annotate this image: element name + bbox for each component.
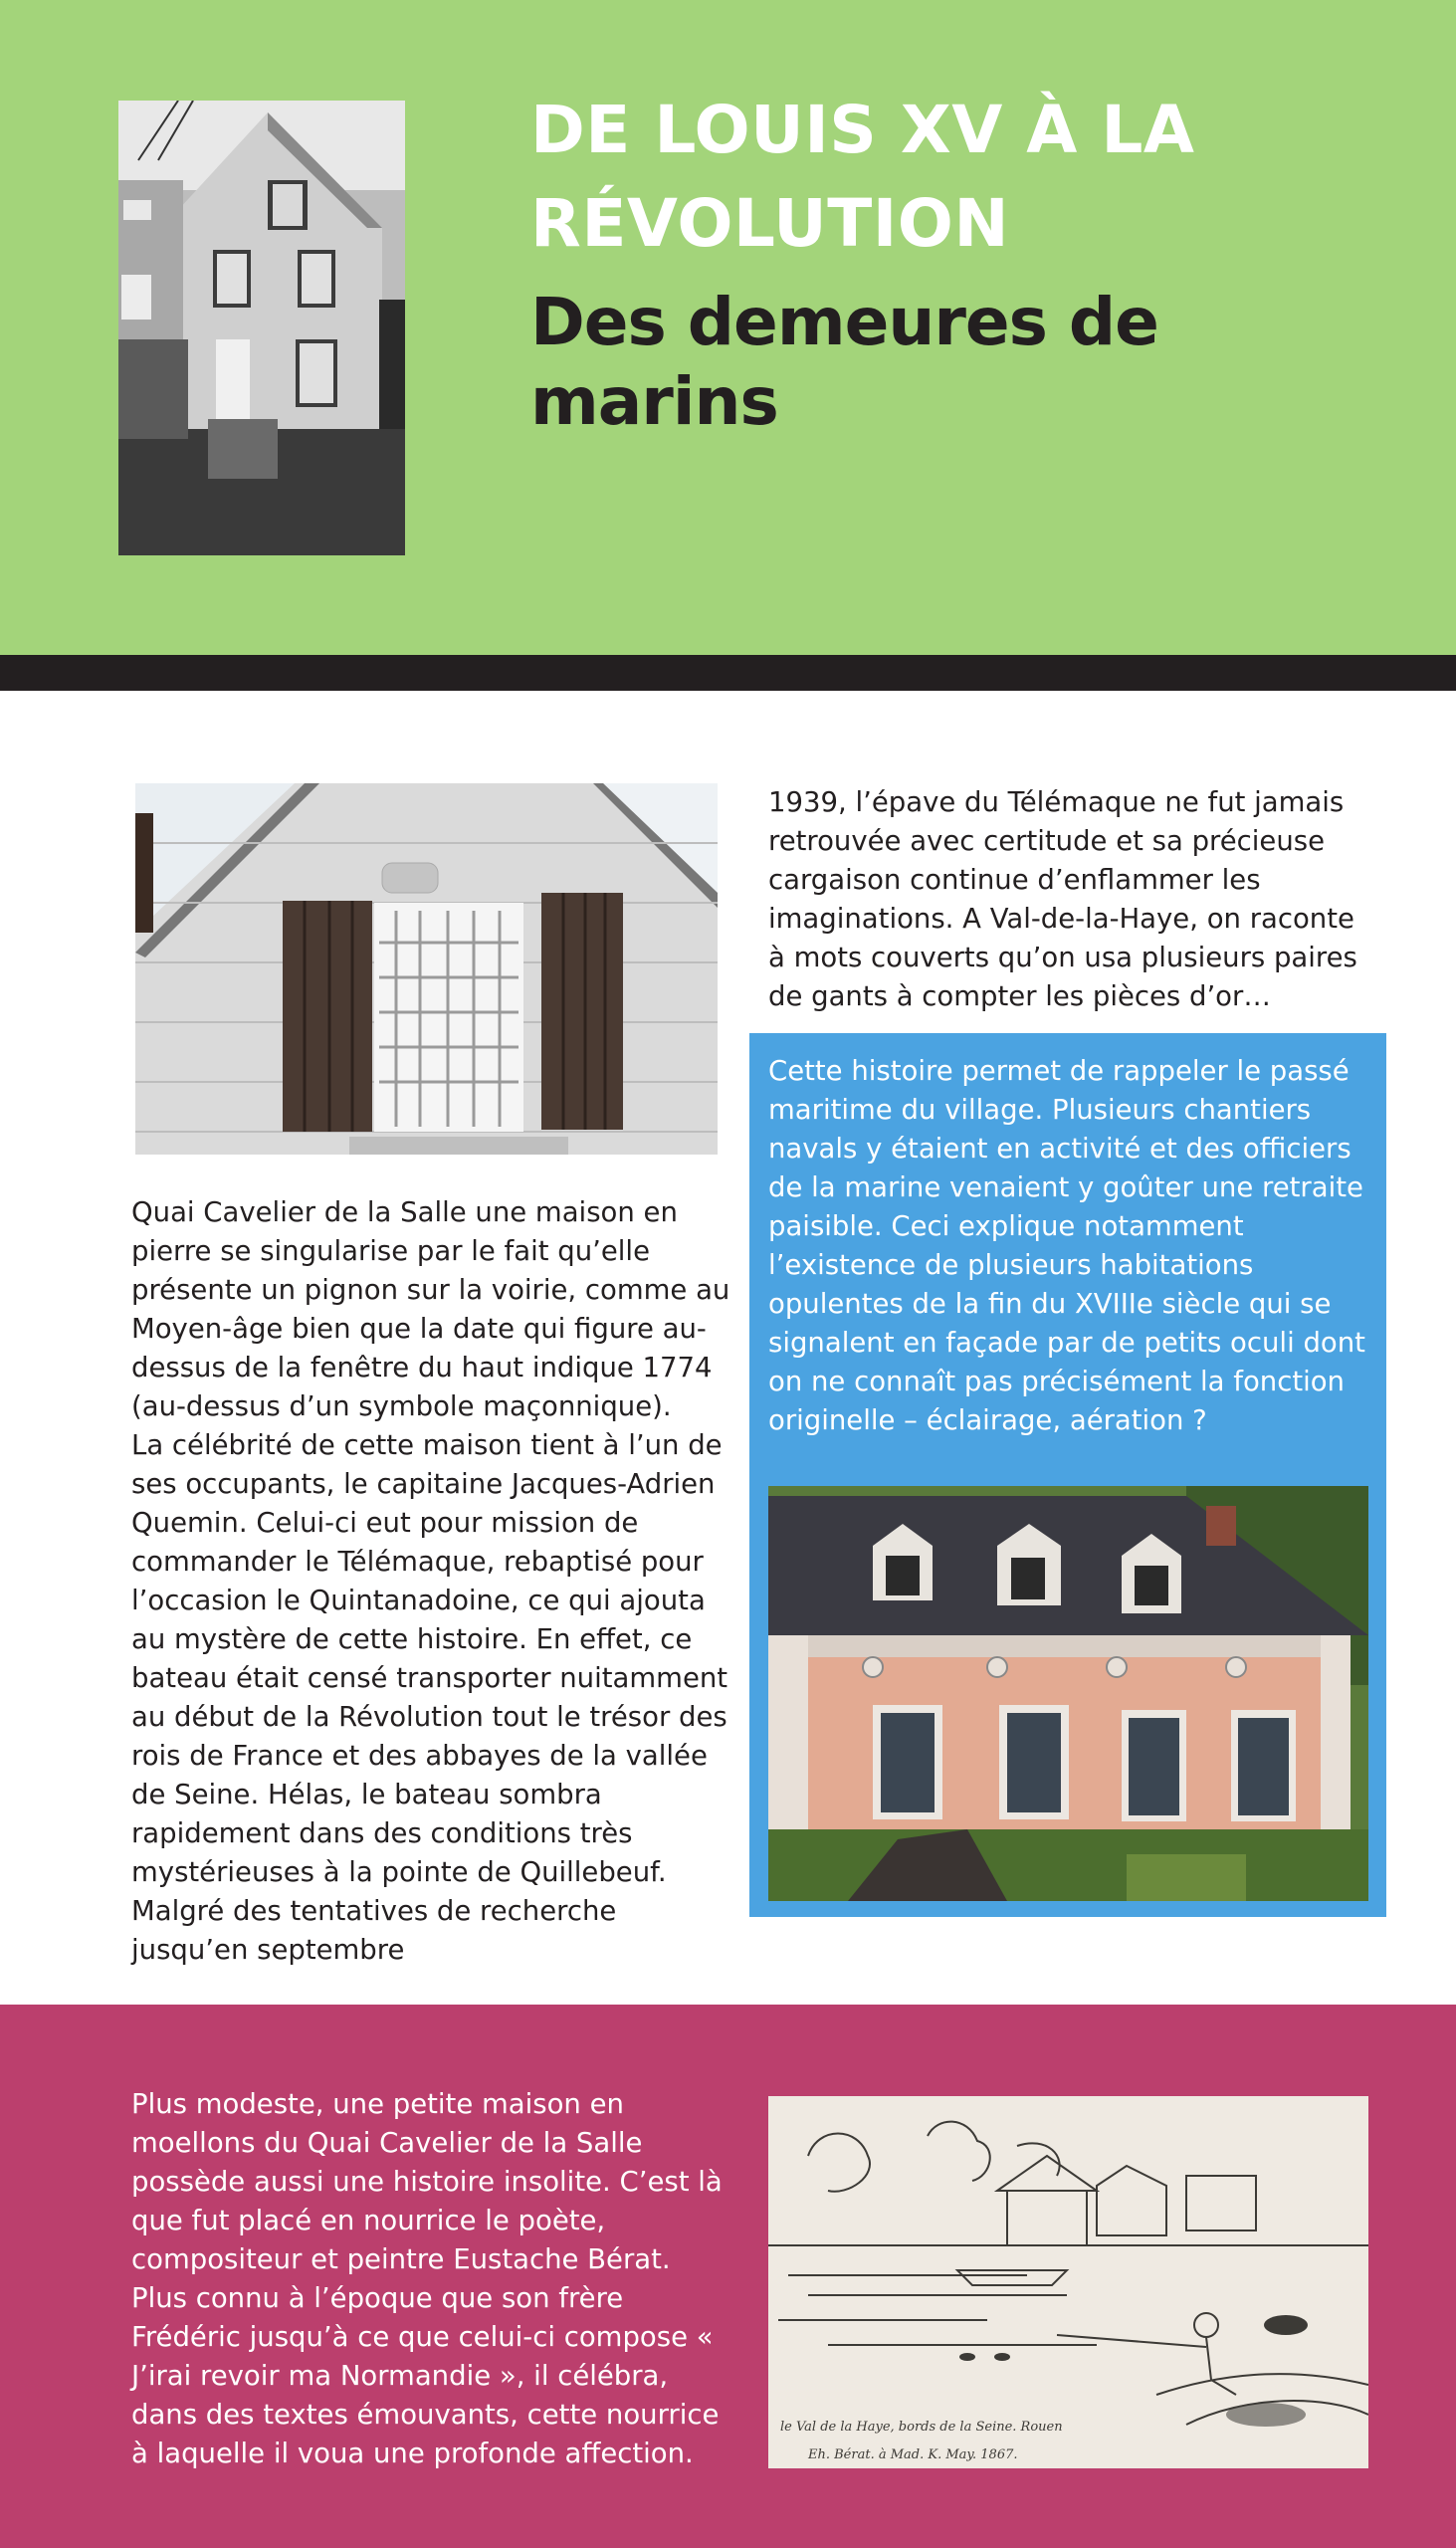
left-column-text: Quai Cavelier de la Salle une maison en pierre se singularise par le fait qu’elle présente un pignon sur la voirie, comme au Moyen-âge bien que la date qui figure au-dessus de la fenêtre du haut indique 1774 (au-dessus d’un symbole maçonnique). La célébrité de cette maison tient à l’un de ses occupants, le capitaine Jacques-Adrien Quemin. Celui-ci eut pour mission de commander le Télémaque, rebaptisé pour l’occasion le Quintanadoine, ce qui ajouta au mystère de cette histoire. En effet, ce bateau était censé transporter nuitamment au début de la Révolution tout le trésor des rois de France et des abbayes de la vallée de Seine. Hélas, le bateau sombra rapidement dans des conditions très mystérieuses à la pointe de Quillebeuf. Malgré des tentatives de recherche jusqu’en septembre xyxy=(131,1196,730,1966)
separator-rule xyxy=(0,655,1456,691)
footer-text: Plus modeste, une petite maison en moellons du Quai Cavelier de la Salle possède aussi une histoire insolite. C’est là que fut placé en nourrice le poète, compositeur et peintre Eustache Bérat. Plus connu à l’époque que son frère Frédéric jusqu’à ce que celui-ci compose « J’irai revoir ma Normandie », il célébra, dans des textes émouvants, cette nourrice à laquelle il voua une profonde affection. xyxy=(131,2088,723,2469)
right-column-text: 1939, l’épave du Télémaque ne fut jamais retrouvée avec certitude et sa précieuse cargaison continue d’enflammer les imaginations. A Val-de-la-Haye, on raconte à mots couverts qu’on usa plusieurs paires de gants à compter les pièces d’or… xyxy=(768,786,1357,1012)
sketch-caption-line-2: Eh. Bérat. à Mad. K. May. 1867. xyxy=(808,2447,1018,2462)
sketch-caption-line-1: le Val de la Haye, bords de la Seine. Rouen xyxy=(780,2420,1063,2435)
page-subtitle: Des demeures de marins xyxy=(530,284,1158,440)
manor-house-photo xyxy=(768,1486,1368,1901)
header-house-photo xyxy=(118,101,405,555)
window-shutters-photo xyxy=(135,783,718,1155)
sketch-illustration xyxy=(768,2096,1368,2468)
highlight-text: Cette histoire permet de rappeler le passé maritime du village. Plusieurs chantiers navals y étaient en activité et des officiers de la marine venaient y goûter une retraite paisible. Ceci explique notamment l’existence de plusieurs habitations opulentes de la fin du XVIIIe siècle qui se signalent en façade par de petits oculi dont on ne connaît pas précisément la fonction originelle – éclairage, aération ? xyxy=(768,1055,1365,1436)
page-title: DE LOUIS XV À LA RÉVOLUTION xyxy=(530,92,1195,262)
